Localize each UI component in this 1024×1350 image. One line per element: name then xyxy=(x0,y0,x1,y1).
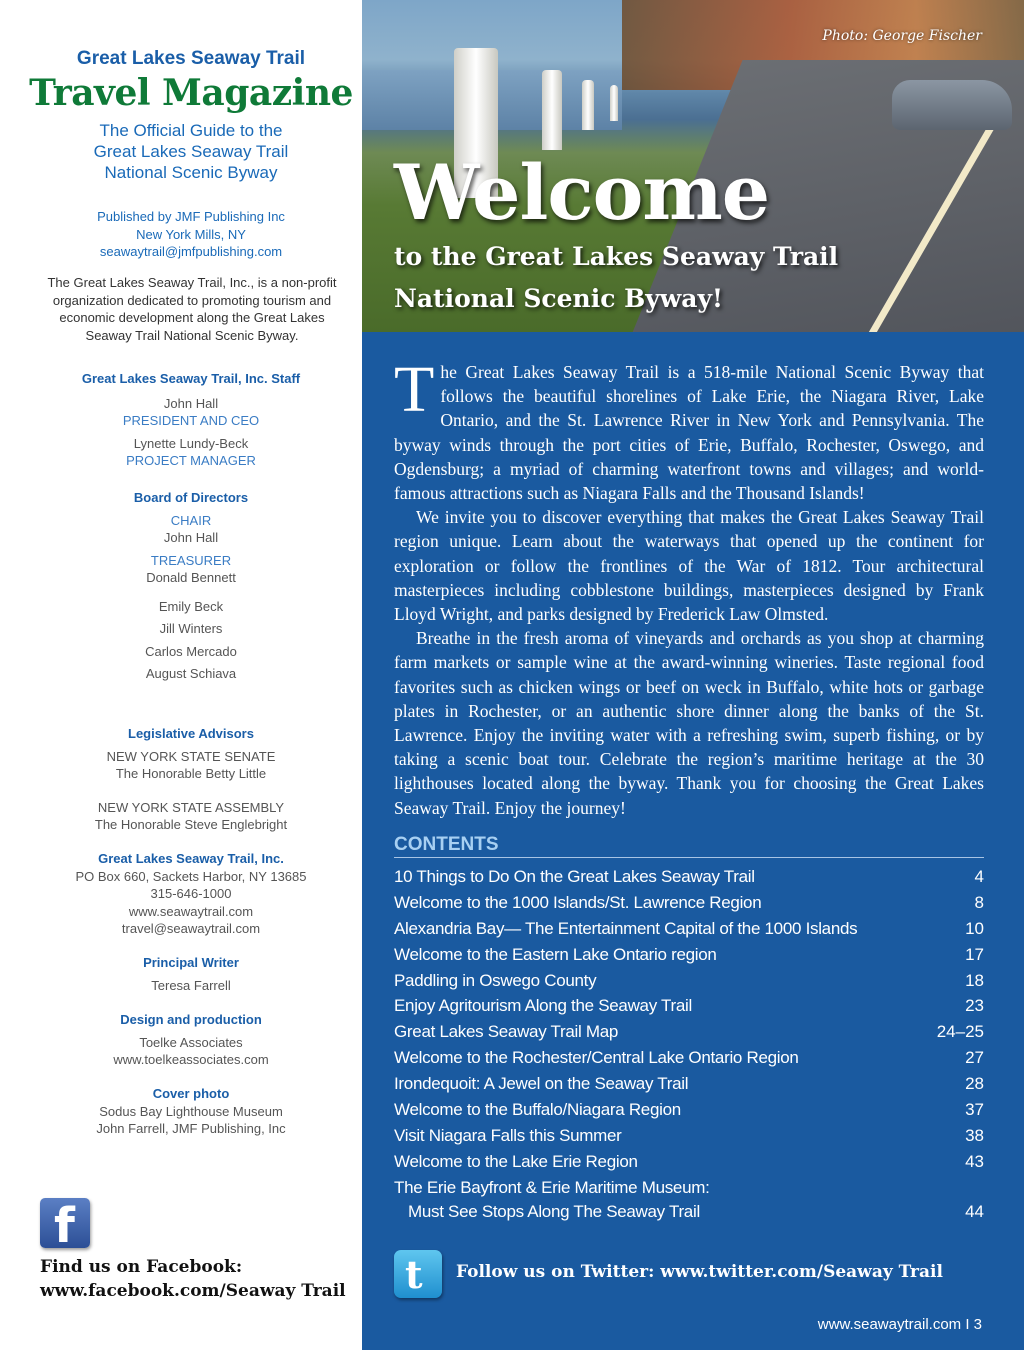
assembly-label: NEW YORK STATE ASSEMBLY xyxy=(97,799,285,815)
intro-paragraph-text: he Great Lakes Seaway Trail is a 518-mile National Scenic Byway that follows the beautiful shorelines of Lake Erie, the Niagara River, Lake Ontario, and the St. Lawrence River in New York and Pennsylvania. The byway winds through the port cities of Erie, Buffalo, Rochester, Oswego, and Ogdensburg; a myriad of charming waterfront towns and villages; and world-famous attractions such as Niagara Falls and the Thousand Islands! xyxy=(394,362,984,504)
toc-title: Irondequoit: A Jewel on the Seaway Trail xyxy=(394,1074,689,1094)
board-member: August Schiava xyxy=(145,666,237,681)
organization-description xyxy=(14,274,370,344)
twitter-icon[interactable] xyxy=(394,1250,442,1298)
toc-item[interactable] xyxy=(394,994,984,1020)
writer-name: Teresa Farrell xyxy=(151,977,231,993)
toc-page: 38 xyxy=(965,1125,984,1145)
staff-role: PRESIDENT AND CEO xyxy=(122,413,260,428)
page-footer: www.seawaytrail.com I 3 xyxy=(817,1316,982,1333)
org-line: organization dedicated to promoting tourism and xyxy=(52,292,332,308)
drop-cap: T xyxy=(394,353,435,426)
legislative-heading: Legislative Advisors xyxy=(128,726,254,741)
board-name: Donald Bennett xyxy=(146,570,236,585)
toc-page: 37 xyxy=(965,1100,984,1120)
org-line: The Great Lakes Seaway Trail, Inc., is a non-profit xyxy=(47,275,337,290)
cover-photographer: John Farrell, JMF Publishing, Inc xyxy=(96,1121,286,1136)
toc-title: Visit Niagara Falls this Summer xyxy=(394,1125,622,1145)
toc-page: 10 xyxy=(965,918,984,938)
contact-website: www.seawaytrail.com xyxy=(128,903,254,919)
design-heading: Design and production xyxy=(120,1012,262,1027)
facebook-label: Find us on Facebook: xyxy=(40,1257,243,1277)
staff-section xyxy=(0,370,382,470)
staff-name: John Hall xyxy=(163,395,219,411)
toc-item[interactable] xyxy=(394,891,984,917)
contents-divider xyxy=(394,857,984,858)
welcome-line: to the Great Lakes Seaway Trail xyxy=(394,242,839,271)
twitter-glyph: t xyxy=(405,1252,423,1297)
welcome-subheading xyxy=(394,236,838,320)
facebook-link[interactable] xyxy=(40,1255,346,1303)
senate-name: The Honorable Betty Little xyxy=(115,766,267,781)
org-line: economic development along the Great Lakes xyxy=(59,310,325,325)
masthead-column xyxy=(0,0,362,1350)
intro-paragraph xyxy=(394,353,984,505)
table-of-contents xyxy=(394,865,984,1226)
toc-item[interactable] xyxy=(394,1176,984,1226)
design-website: www.toelkeassociates.com xyxy=(113,1052,269,1067)
cover-section xyxy=(0,1085,382,1138)
intro-paragraph: We invite you to discover everything that makes the Great Lakes Seaway Trail region unique. Learn about the waterways that opened up the continent for exploration or follow the frontlines of the War of 1812. Tour architectural masterpieces including cobblestone buildings, masterpieces designed by Frank Lloyd Wright, and parks designed by Frederick Law Olmsted. xyxy=(394,507,984,625)
writer-heading: Principal Writer xyxy=(143,955,239,970)
twitter-link[interactable]: Follow us on Twitter: www.twitter.com/Seaway Trail xyxy=(456,1262,943,1282)
board-section xyxy=(0,489,382,686)
senate-label: NEW YORK STATE SENATE xyxy=(106,748,276,764)
publisher-name: Published by JMF Publishing Inc xyxy=(97,209,285,224)
facebook-glyph: f xyxy=(54,1198,75,1254)
toc-item[interactable] xyxy=(394,1098,984,1124)
board-role: TREASURER xyxy=(150,552,232,568)
publisher-info xyxy=(0,208,382,261)
contact-email: travel@seawaytrail.com xyxy=(121,921,261,936)
toc-title: 10 Things to Do On the Great Lakes Seaway Trail xyxy=(394,867,755,886)
cover-location: Sodus Bay Lighthouse Museum xyxy=(99,1103,283,1119)
hero-photo xyxy=(362,0,1024,332)
toc-item[interactable] xyxy=(394,1072,984,1098)
toc-page: 44 xyxy=(965,1201,984,1221)
board-member: Carlos Mercado xyxy=(145,643,237,659)
toc-item[interactable] xyxy=(394,917,984,943)
toc-title: The Erie Bayfront & Erie Maritime Museum: xyxy=(394,1177,710,1197)
staff-role: PROJECT MANAGER xyxy=(126,453,256,468)
hero-car xyxy=(892,80,1012,130)
content-panel xyxy=(362,332,1024,1350)
board-heading: Board of Directors xyxy=(133,490,249,505)
assembly-name: The Honorable Steve Englebright xyxy=(94,817,288,832)
toc-title: Welcome to the Lake Erie Region xyxy=(394,1151,638,1171)
board-member: Jill Winters xyxy=(159,621,223,636)
facebook-icon[interactable] xyxy=(40,1198,90,1254)
toc-title: Enjoy Agritourism Along the Seaway Trail xyxy=(394,996,692,1016)
toc-page: 23 xyxy=(965,996,984,1016)
toc-item[interactable] xyxy=(394,1150,984,1176)
toc-item[interactable] xyxy=(394,943,984,969)
contact-section xyxy=(0,850,382,938)
magazine-title: Travel Magazine xyxy=(29,72,353,114)
toc-page: 28 xyxy=(965,1074,984,1094)
toc-title: Welcome to the Rochester/Central Lake Ontario Region xyxy=(394,1048,799,1068)
tagline-line: Great Lakes Seaway Trail xyxy=(93,142,289,161)
toc-item[interactable] xyxy=(394,1020,984,1046)
fence-post xyxy=(582,80,594,130)
contact-heading: Great Lakes Seaway Trail, Inc. xyxy=(98,851,284,866)
board-role: CHAIR xyxy=(170,512,212,528)
writer-section xyxy=(0,954,382,994)
toc-item[interactable] xyxy=(394,1046,984,1072)
toc-item[interactable] xyxy=(394,969,984,995)
board-member: Emily Beck xyxy=(158,598,224,614)
toc-page: 17 xyxy=(965,944,984,964)
contact-phone: 315-646-1000 xyxy=(150,886,232,901)
staff-name: Lynette Lundy-Beck xyxy=(133,435,249,451)
toc-page: 27 xyxy=(965,1048,984,1068)
toc-title: Welcome to the 1000 Islands/St. Lawrence Region xyxy=(394,892,762,912)
tagline-line: The Official Guide to the xyxy=(99,121,283,140)
tagline-line: National Scenic Byway xyxy=(104,163,278,182)
toc-page: 18 xyxy=(965,970,984,990)
toc-page: 43 xyxy=(965,1151,984,1171)
org-line: Seaway Trail National Scenic Byway. xyxy=(85,327,299,343)
fence-post xyxy=(542,70,562,150)
toc-item[interactable] xyxy=(394,1124,984,1150)
publisher-location: New York Mills, NY xyxy=(136,226,246,242)
fence-post xyxy=(610,85,618,121)
welcome-heading: Welcome xyxy=(394,148,770,237)
welcome-line: National Scenic Byway! xyxy=(394,284,724,313)
contents-heading: CONTENTS xyxy=(394,834,499,855)
design-section xyxy=(0,1011,382,1069)
staff-heading: Great Lakes Seaway Trail, Inc. Staff xyxy=(81,371,301,386)
magazine-tagline xyxy=(0,120,382,183)
publisher-email: seawaytrail@jmfpublishing.com xyxy=(99,244,283,259)
toc-page: 8 xyxy=(974,892,984,912)
legislative-section xyxy=(0,725,382,834)
toc-item[interactable] xyxy=(394,865,984,891)
photo-credit: Photo: George Fischer xyxy=(822,28,982,44)
facebook-url: www.facebook.com/Seaway Trail xyxy=(40,1281,346,1301)
intro-text xyxy=(394,353,984,820)
toc-page: 4 xyxy=(974,867,984,886)
toc-title: Paddling in Oswego County xyxy=(394,970,597,990)
toc-page: 24–25 xyxy=(936,1022,984,1042)
toc-title: Welcome to the Buffalo/Niagara Region xyxy=(394,1100,681,1120)
contact-address: PO Box 660, Sackets Harbor, NY 13685 xyxy=(75,868,307,884)
toc-title: Alexandria Bay— The Entertainment Capital of the 1000 Islands xyxy=(394,918,858,938)
intro-paragraph: Breathe in the fresh aroma of vineyards and orchards as you shop at charming farm markets or sample wine at the award-winning wineries. Taste regional food favorites such as chicken wings or beef on weck in Buffalo, white hots or garbage plates in Rochester, or an authentic shore dinner along the banks of the St. Lawrence. Enjoy the inviting water with a refreshing swim, superb fishing, or by taking a scenic boat tour. Celebrate the region’s maritime heritage at the 30 lighthouses located along the byway. Thank you for choosing the Great Lakes Seaway Trail. Enjoy the journey! xyxy=(394,628,984,818)
toc-title: Great Lakes Seaway Trail Map xyxy=(394,1022,619,1042)
toc-title: Welcome to the Eastern Lake Ontario region xyxy=(394,944,717,964)
cover-heading: Cover photo xyxy=(152,1086,230,1101)
toc-title-continued: Must See Stops Along The Seaway Trail xyxy=(408,1201,700,1221)
magazine-subtitle: Great Lakes Seaway Trail xyxy=(76,48,306,69)
board-name: John Hall xyxy=(163,530,219,545)
design-company: Toelke Associates xyxy=(139,1034,243,1050)
